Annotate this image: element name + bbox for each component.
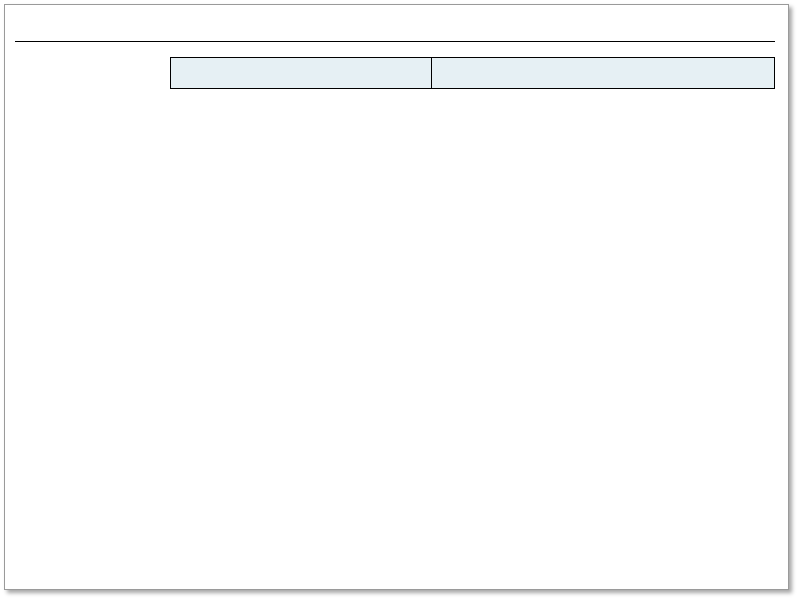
document-page	[4, 4, 789, 590]
header-buitenbad	[432, 57, 775, 89]
header-binnenbad	[170, 57, 432, 89]
title-divider	[15, 41, 775, 42]
